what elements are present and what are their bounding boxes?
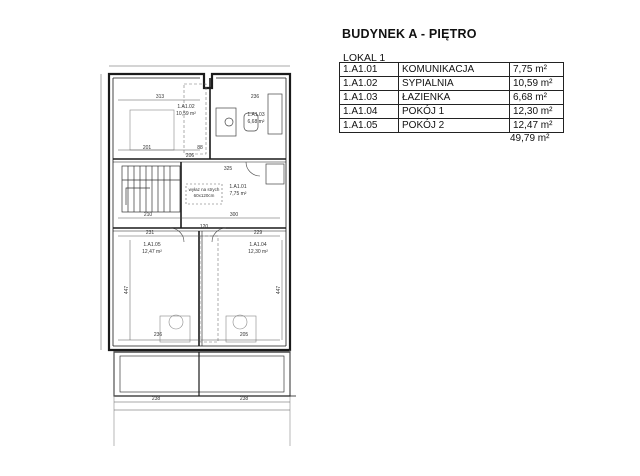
dim-325: 325 bbox=[223, 166, 233, 172]
room-code: 1.A1.03 bbox=[340, 91, 399, 105]
dim-120: 120 bbox=[199, 224, 209, 230]
room-name: POKÓJ 2 bbox=[399, 119, 510, 133]
room-area: 10,59 m² bbox=[510, 77, 564, 91]
room2-code: 1.A1.05 bbox=[143, 242, 161, 248]
dim-313: 313 bbox=[155, 94, 165, 100]
room-name: POKÓJ 1 bbox=[399, 105, 510, 119]
dim-236: 236 bbox=[250, 94, 260, 100]
dim-231: 231 bbox=[145, 230, 155, 236]
bedroom-code: 1.A1.02 bbox=[177, 104, 195, 110]
dim-205: 205 bbox=[239, 332, 249, 338]
dim-201: 201 bbox=[142, 145, 152, 151]
table-row bbox=[340, 119, 564, 133]
dim-447b: 447 bbox=[276, 285, 282, 295]
room-name: SYPIALNIA bbox=[399, 77, 510, 91]
room2-area: 12,47 m² bbox=[142, 249, 162, 255]
dim-238a: 238 bbox=[151, 396, 161, 402]
hall-code: 1.A1.01 bbox=[229, 184, 247, 190]
room-schedule-table bbox=[339, 62, 564, 133]
wardrobe bbox=[184, 84, 218, 342]
table-row bbox=[340, 91, 564, 105]
staircase bbox=[122, 166, 180, 212]
room-area: 12,30 m² bbox=[510, 105, 564, 119]
room-code: 1.A1.05 bbox=[340, 119, 399, 133]
total-area: 49,79 m² bbox=[510, 133, 550, 144]
attic-hatch-label-1: wyłaz na strych bbox=[188, 187, 220, 192]
balcony bbox=[114, 350, 296, 446]
dim-447a: 447 bbox=[124, 285, 130, 295]
room-code: 1.A1.01 bbox=[340, 63, 399, 77]
dim-206: 206 bbox=[185, 153, 195, 159]
bedroom-area: 10,59 m² bbox=[176, 111, 196, 117]
dim-88: 88 bbox=[197, 145, 203, 151]
attic-hatch-label-2: 60x120cm bbox=[193, 193, 215, 198]
room-area: 6,68 m² bbox=[510, 91, 564, 105]
table-row bbox=[340, 63, 564, 77]
room-code: 1.A1.02 bbox=[340, 77, 399, 91]
door-swings bbox=[170, 162, 260, 242]
room-name: KOMUNIKACJA bbox=[399, 63, 510, 77]
room1-area: 12,30 m² bbox=[248, 249, 268, 255]
hall-area: 7,75 m² bbox=[229, 191, 247, 197]
bath-area: 6,68 m² bbox=[247, 119, 265, 125]
unit-label: LOKAL 1 bbox=[343, 52, 386, 64]
page-title: BUDYNEK A - PIĘTRO bbox=[342, 27, 477, 41]
room-area: 7,75 m² bbox=[510, 63, 564, 77]
dim-300: 300 bbox=[229, 212, 239, 218]
room1-code: 1.A1.04 bbox=[249, 242, 267, 248]
room-name: ŁAZIENKA bbox=[399, 91, 510, 105]
dim-229: 229 bbox=[253, 230, 263, 236]
bath-code: 1.A1.03 bbox=[247, 112, 265, 118]
dim-238b: 238 bbox=[239, 396, 249, 402]
room-area: 12,47 m² bbox=[510, 119, 564, 133]
room-code: 1.A1.04 bbox=[340, 105, 399, 119]
dim-210: 210 bbox=[143, 212, 153, 218]
table-row bbox=[340, 77, 564, 91]
dim-236b: 236 bbox=[153, 332, 163, 338]
table-row bbox=[340, 105, 564, 119]
